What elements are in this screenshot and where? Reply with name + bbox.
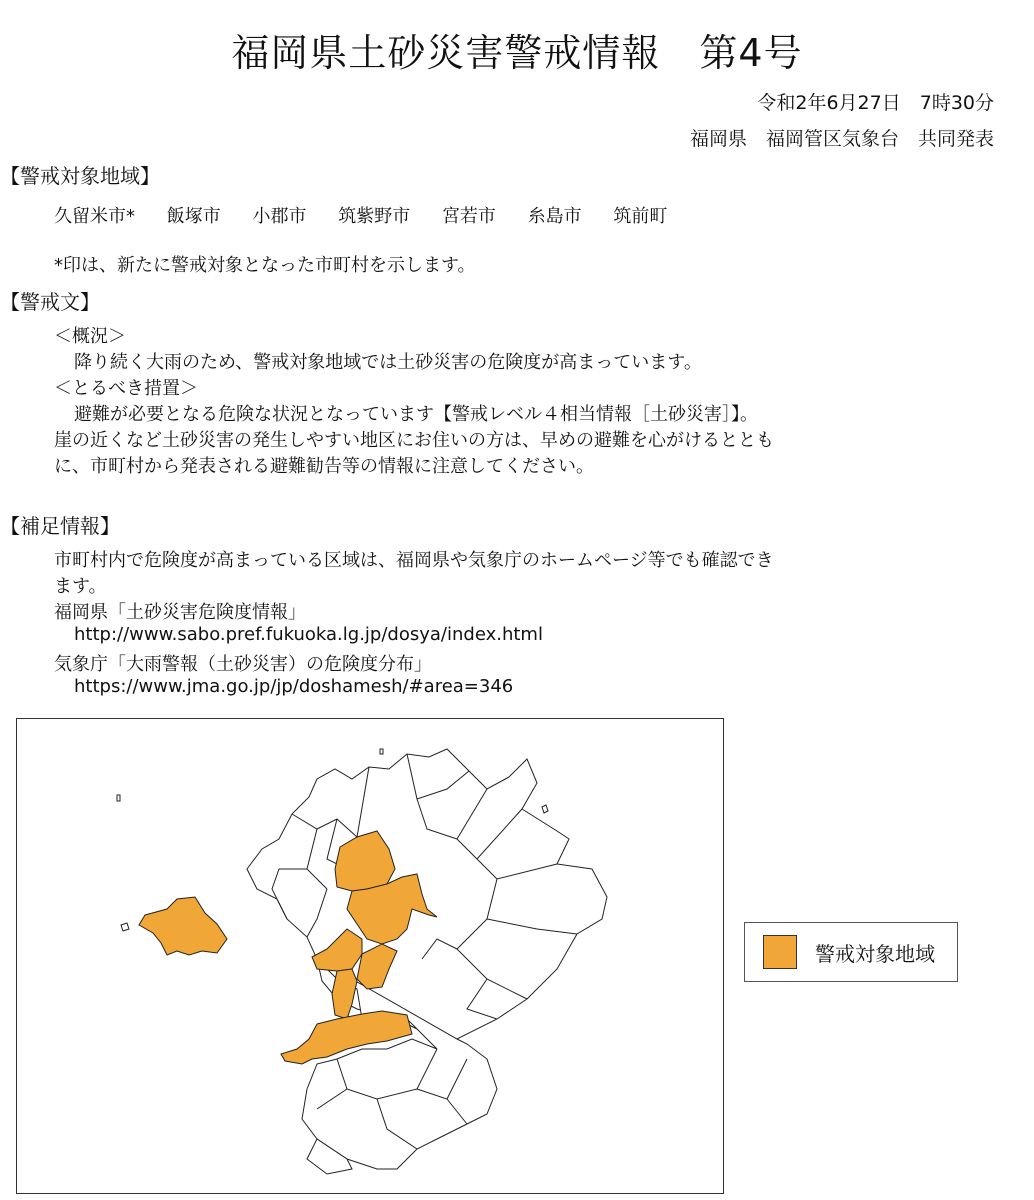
map-legend <box>744 922 958 982</box>
jma-url[interactable]: https://www.jma.go.jp/jp/doshamesh/#area=346 <box>74 676 514 697</box>
supplement-line2: ます。 <box>54 576 107 597</box>
municipality: 糸島市 <box>527 206 582 227</box>
highlight-itoshima <box>139 897 227 955</box>
north-region-outline <box>247 749 607 1039</box>
municipality: 久留米市* <box>54 206 135 227</box>
municipality: 筑前町 <box>613 206 668 227</box>
island <box>380 749 383 754</box>
fukuoka-map-svg <box>17 719 722 1192</box>
action-text-line3: に、市町村から発表される避難勧告等の情報に注意してください。 <box>54 456 594 477</box>
island <box>117 795 120 801</box>
island <box>542 805 548 813</box>
issue-date: 令和2年6月27日 7時30分 <box>757 92 994 114</box>
overview-text: 降り続く大雨のため、警戒対象地域では土砂災害の危険度が高まっています。 <box>74 352 702 373</box>
municipality: 飯塚市 <box>166 206 221 227</box>
municipality-list <box>54 202 693 228</box>
issuer: 福岡県 福岡管区気象台 共同発表 <box>689 128 994 150</box>
action-text-line1: 避難が必要となる危険な状況となっています【警戒レベル４相当情報［土砂災害］】。 <box>74 404 758 425</box>
target-area-heading: 【警戒対象地域】 <box>0 164 160 188</box>
municipality: 小郡市 <box>252 206 307 227</box>
action-text-line2: 崖の近くなど土砂災害の発生しやすい地区にお住いの方は、早めの避難を心がけるととも <box>54 430 774 451</box>
warning-map <box>16 718 724 1194</box>
municipality: 宮若市 <box>441 206 496 227</box>
jma-link-label: 気象庁「大雨警報（土砂災害）の危険度分布」 <box>54 654 432 675</box>
document-title: 福岡県土砂災害警戒情報 第4号 <box>231 31 803 75</box>
pref-url[interactable]: http://www.sabo.pref.fukuoka.lg.jp/dosya/index.html <box>74 624 543 645</box>
pref-link-label: 福岡県「土砂災害危険度情報」 <box>54 602 306 623</box>
legend-label: 警戒対象地域 <box>815 942 935 966</box>
action-label: ＜とるべき措置＞ <box>54 378 198 399</box>
warning-heading: 【警戒文】 <box>0 290 100 314</box>
supplement-heading: 【補足情報】 <box>0 514 120 538</box>
island <box>121 923 129 931</box>
legend-swatch <box>763 935 797 969</box>
overview-label: ＜概況＞ <box>54 326 126 347</box>
new-area-note: *印は、新たに警戒対象となった市町村を示します。 <box>54 255 476 276</box>
municipality: 筑紫野市 <box>338 206 411 227</box>
supplement-line1: 市町村内で危険度が高まっている区域は、福岡県や気象庁のホームページ等でも確認でき <box>54 550 774 571</box>
highlight-ogori <box>332 969 357 1019</box>
